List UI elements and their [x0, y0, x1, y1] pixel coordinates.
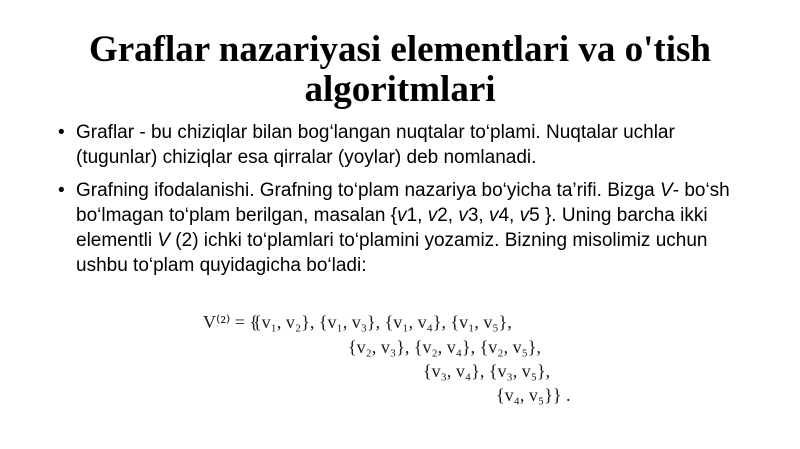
text-run: 3,: [467, 205, 489, 226]
formula-row-1: {v₁, v₂}, {v₁, v₃}, {v₁, v₄}, {v₁, v₅},: [253, 312, 512, 332]
bullet-definition: [58, 120, 748, 170]
math-symbol: v: [519, 205, 530, 226]
bullet-marker: •: [58, 122, 65, 143]
text-run: 2,: [437, 205, 459, 226]
math-symbol: V: [660, 180, 673, 201]
slide-title: Graflar nazariyasi elementlari va o'tish algoritmlari: [88, 29, 712, 110]
bullet-marker: •: [58, 180, 65, 201]
math-symbol: v: [458, 205, 468, 226]
math-symbol: v: [427, 205, 438, 226]
text-run: - bo‘sh bo‘lmagan to‘plam berilgan, masalan {: [76, 180, 730, 226]
math-symbol: v: [488, 205, 499, 226]
text-run: 4,: [498, 205, 520, 226]
text-run: 5 }. Uning barcha ikki elementli: [76, 205, 708, 251]
formula-row-2: {v₂, v₃}, {v₂, v₄}, {v₂, v₅},: [348, 337, 541, 357]
math-symbol: v: [397, 205, 407, 226]
bullet-text: Graflar - bu chiziqlar bilan bog‘langan nuqtalar to‘plami. Nuqtalar uchlar (tugunlar) chiziqlar esa qirralar (yoylar) deb nomlanadi.: [76, 122, 675, 168]
formula-pairs-set: [203, 308, 623, 408]
text-run: Grafning ifodalanishi. Grafning to‘plam nazariya bo‘yicha ta’rifi. Bizga: [76, 180, 661, 201]
text-run: (2) ichki to‘plamlari to‘plamini yozamiz. Bizning misolimiz uchun ushbu to‘plam quyidagicha bo‘ladi:: [76, 230, 708, 276]
formula-row-3: {v₃, v₄}, {v₃, v₅},: [423, 361, 551, 381]
formula-lhs: V⁽²⁾ = {: [203, 312, 259, 332]
text-run: 1,: [406, 205, 428, 226]
formula-row-4: {v₄, v₅}} .: [496, 385, 571, 405]
math-symbol: V: [157, 230, 171, 251]
